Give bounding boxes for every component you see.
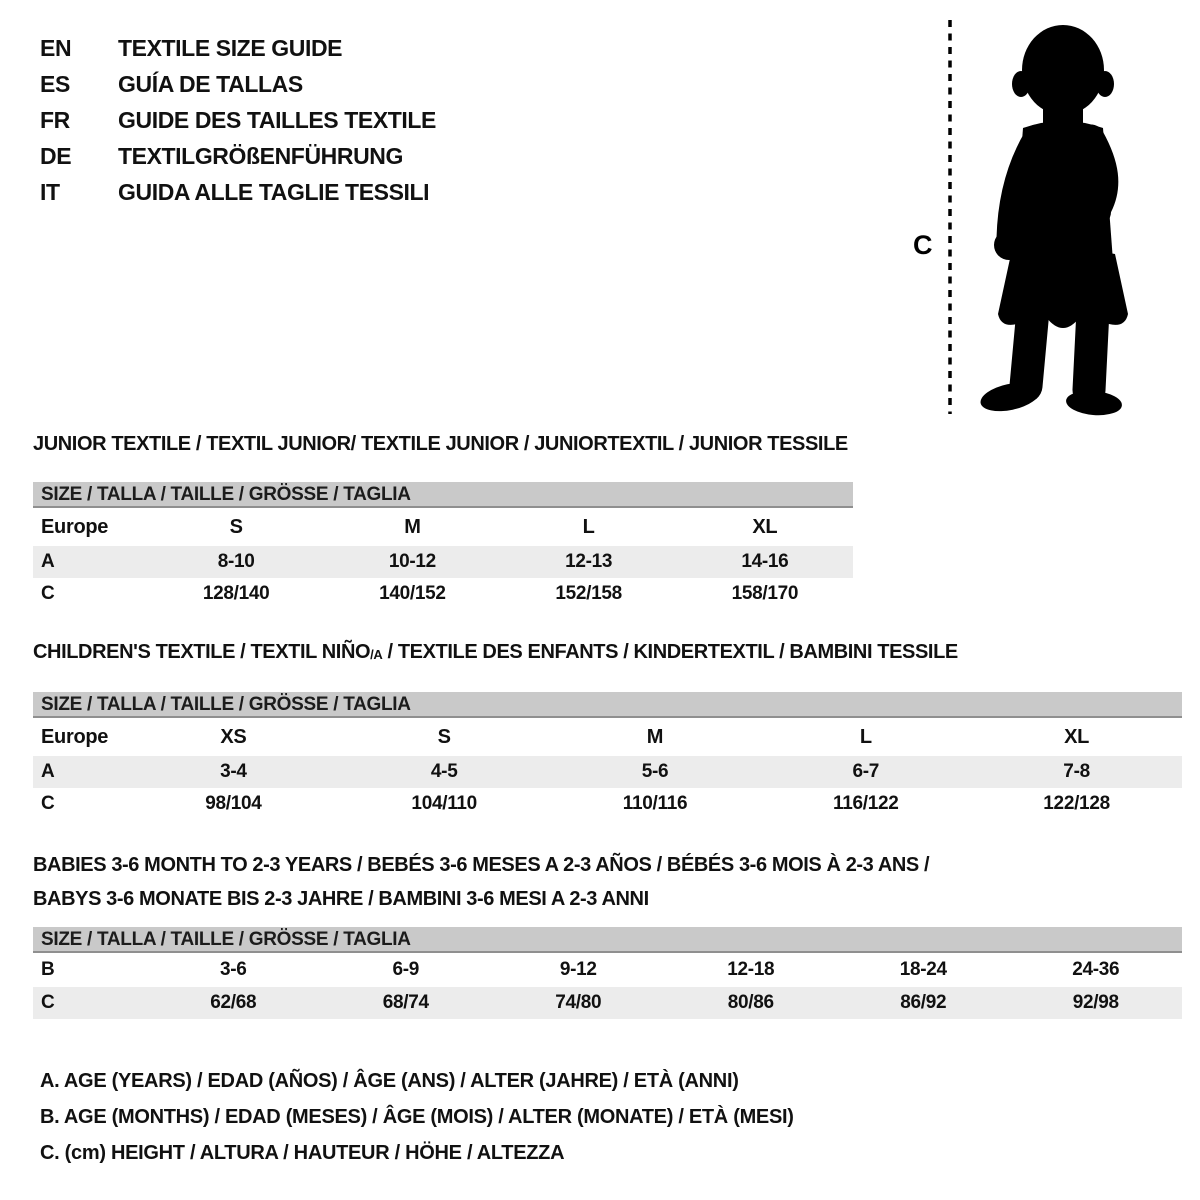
value-cell: 4-5 [430, 761, 458, 782]
children-row-c [33, 788, 1182, 820]
language-label: GUÍA DE TALLAS [118, 70, 303, 97]
column-header: S [229, 515, 243, 538]
value-cell: 98/104 [205, 793, 262, 814]
value-cell: 122/128 [1043, 793, 1110, 814]
value-cell: 116/122 [833, 793, 899, 814]
size-header-bar: SIZE / TALLA / TAILLE / GRÖSSE / TAGLIA [33, 482, 853, 508]
junior-heading: JUNIOR TEXTILE / TEXTIL JUNIOR/ TEXTILE JUNIOR / JUNIORTEXTIL / JUNIOR TESSILE [33, 433, 848, 455]
language-label: TEXTILGRÖßENFÜHRUNG [118, 142, 403, 169]
toddler-silhouette-svg [905, 16, 1150, 418]
junior-section [33, 432, 853, 610]
value-cell: 18-24 [899, 959, 947, 980]
children-size-table [33, 692, 1182, 820]
language-list [40, 30, 436, 210]
row-label: A [41, 761, 55, 782]
value-cell: 24-36 [1072, 959, 1120, 980]
column-header: XS [220, 725, 247, 748]
value-cell: 62/68 [210, 992, 257, 1013]
toddler-silhouette-icon [978, 25, 1128, 417]
legend-line-b: B. AGE (MONTHS) / EDAD (MESES) / ÂGE (MOIS) / ALTER (MONATE) / ETÀ (MESI) [40, 1106, 794, 1128]
junior-row-a [33, 546, 853, 578]
language-row [40, 102, 436, 138]
value-cell: 80/86 [727, 992, 774, 1013]
babies-row-c [33, 987, 1182, 1019]
size-header-bar: SIZE / TALLA / TAILLE / GRÖSSE / TAGLIA [33, 927, 1182, 953]
row-label: C [41, 793, 55, 814]
value-cell: 12-13 [565, 551, 613, 572]
children-heading-rest: / TEXTILE DES ENFANTS / KINDERTEXTIL / BAMBINI TESSILE [382, 641, 958, 663]
babies-row-b [33, 953, 1182, 987]
value-cell: 14-16 [741, 551, 789, 572]
junior-columns-row [33, 508, 853, 546]
legend-line-a: A. AGE (YEARS) / EDAD (AÑOS) / ÂGE (ANS) / ALTER (JAHRE) / ETÀ (ANNI) [40, 1070, 739, 1092]
language-code: IT [40, 178, 60, 205]
legend-line-c: C. (cm) HEIGHT / ALTURA / HAUTEUR / HÖHE / ALTEZZA [40, 1142, 565, 1164]
children-heading [33, 640, 1182, 664]
value-cell: 92/98 [1072, 992, 1119, 1013]
value-cell: 3-6 [219, 959, 247, 980]
column-header: M [404, 515, 421, 538]
language-row [40, 30, 436, 66]
language-code: DE [40, 142, 72, 169]
measure-legend [40, 1063, 794, 1171]
value-cell: 140/152 [379, 583, 446, 604]
row-label: C [41, 583, 55, 604]
row-label: C [41, 992, 55, 1013]
language-label: GUIDE DES TAILLES TEXTILE [118, 106, 436, 133]
language-row [40, 174, 436, 210]
value-cell: 68/74 [382, 992, 429, 1013]
column-header: XL [1064, 725, 1090, 748]
language-code: ES [40, 70, 70, 97]
value-cell: 152/158 [555, 583, 622, 604]
language-row [40, 66, 436, 102]
value-cell: 104/110 [411, 793, 477, 814]
region-label: Europe [41, 515, 109, 538]
language-label: TEXTILE SIZE GUIDE [118, 34, 343, 61]
children-columns-row [33, 718, 1182, 756]
babies-section [33, 848, 1182, 1019]
children-row-a [33, 756, 1182, 788]
region-label: Europe [41, 725, 109, 748]
babies-size-table [33, 927, 1182, 1019]
children-heading-suffix: /A [370, 647, 383, 662]
value-cell: 10-12 [388, 551, 436, 572]
babies-heading [33, 848, 1182, 916]
junior-row-c [33, 578, 853, 610]
value-cell: 9-12 [559, 959, 597, 980]
column-header: XL [752, 515, 778, 538]
language-row [40, 138, 436, 174]
value-cell: 12-18 [727, 959, 775, 980]
language-code: FR [40, 106, 70, 133]
value-cell: 5-6 [641, 761, 669, 782]
column-header: S [437, 725, 451, 748]
toddler-figure [905, 16, 1150, 418]
value-cell: 158/170 [731, 583, 799, 604]
children-section [33, 640, 1182, 820]
value-cell: 7-8 [1063, 761, 1090, 782]
row-label: B [41, 959, 55, 980]
value-cell: 8-10 [217, 551, 255, 572]
value-cell: 74/80 [555, 992, 602, 1013]
value-cell: 6-9 [392, 959, 420, 980]
language-code: EN [40, 34, 72, 61]
value-cell: 6-7 [852, 761, 880, 782]
column-header: M [646, 725, 664, 748]
babies-heading-line1: BABIES 3-6 MONTH TO 2-3 YEARS / BEBÉS 3-6 MESES A 2-3 AÑOS / BÉBÉS 3-6 MOIS À 2-3 ANS / [33, 854, 930, 876]
language-label: GUIDA ALLE TAGLIE TESSILI [118, 178, 430, 205]
value-cell: 3-4 [220, 761, 247, 782]
value-cell: 128/140 [202, 583, 270, 604]
column-header: L [859, 725, 872, 748]
value-cell: 110/116 [622, 793, 688, 814]
babies-heading-line2: BABYS 3-6 MONATE BIS 2-3 JAHRE / BAMBINI 3-6 MESI A 2-3 ANNI [33, 888, 649, 910]
height-measure-label: C [913, 230, 933, 260]
junior-size-table [33, 482, 853, 610]
value-cell: 86/92 [900, 992, 947, 1013]
children-heading-text: CHILDREN'S TEXTILE / TEXTIL NIÑO [33, 641, 371, 663]
row-label: A [41, 551, 55, 572]
column-header: L [582, 515, 595, 538]
size-header-bar: SIZE / TALLA / TAILLE / GRÖSSE / TAGLIA [33, 692, 1182, 718]
